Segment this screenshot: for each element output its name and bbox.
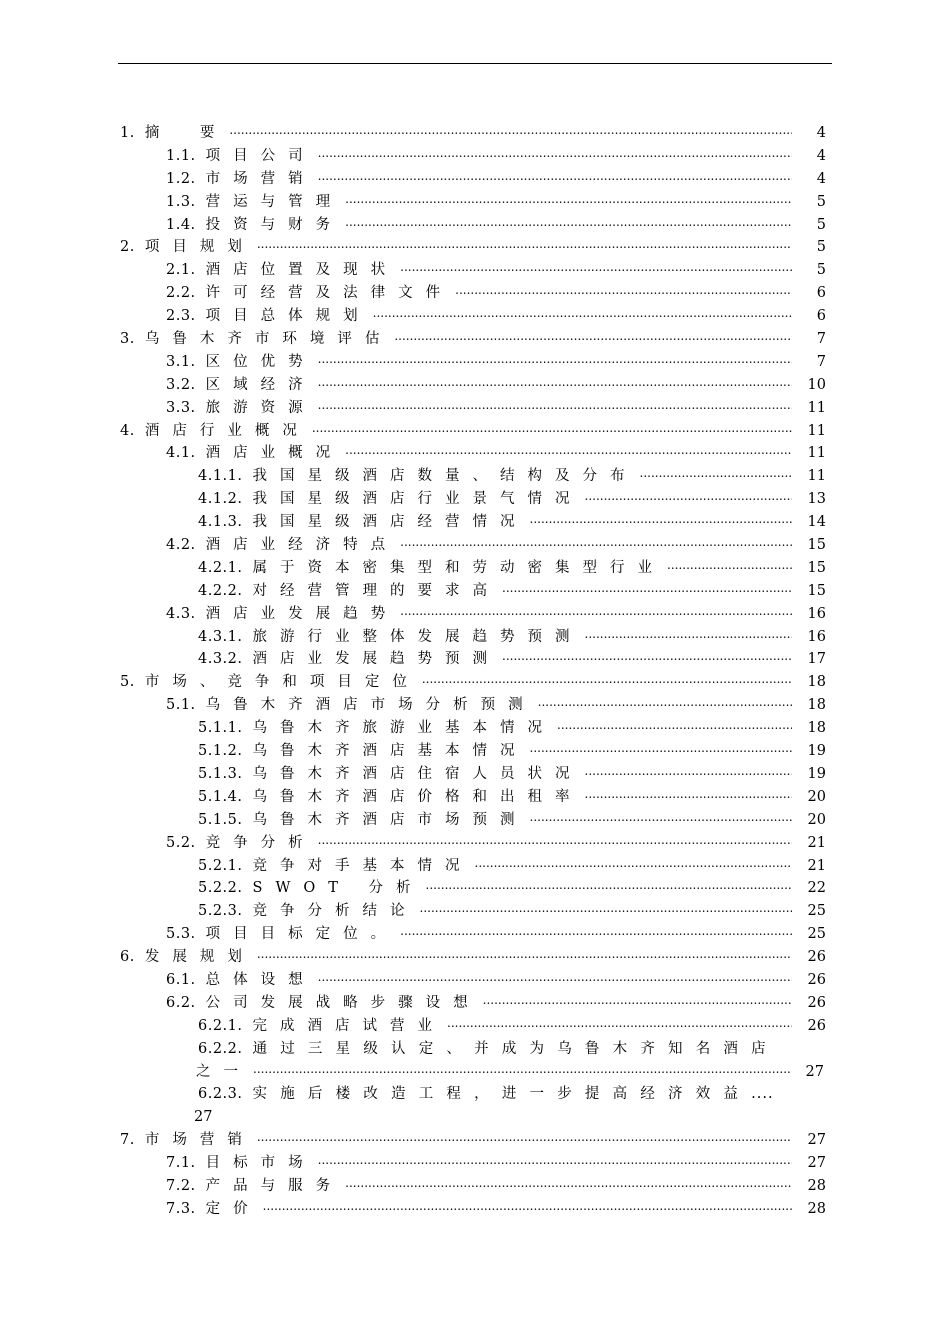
toc-leader-dots (420, 897, 792, 920)
toc-entry-page: 11 (807, 399, 826, 416)
toc-entry-title: 酒店行业概况 (144, 422, 310, 439)
toc-leader-dots (455, 279, 792, 302)
toc-entry-title: 区位优势 (205, 353, 316, 370)
toc-entry-page: 27 (807, 1155, 826, 1172)
toc-entry-number: 5.2.2. (198, 880, 243, 897)
toc-leader-dots (345, 211, 792, 234)
toc-leader-dots (400, 256, 792, 279)
toc-entry-title: 摘 要 (144, 125, 228, 141)
toc-entry-number: 4.2.1. (198, 559, 243, 576)
toc-leader-dots (585, 485, 792, 508)
toc-entry-page: 16 (807, 605, 826, 622)
toc-entry-title: 项目目标定位。 (205, 926, 399, 943)
toc-entry-page: 27 (807, 1132, 826, 1149)
toc-entry-title: 旅游资源 (205, 399, 316, 416)
toc-entry-number: 7. (120, 1132, 135, 1149)
toc-entry-number: 5.1.3. (198, 765, 243, 782)
toc-entry-number: 3. (120, 331, 135, 348)
toc-leader-dots (318, 394, 792, 417)
toc-leader-dots (253, 1058, 790, 1081)
toc-entry-number: 5. (120, 674, 135, 691)
toc-leader-dots (422, 668, 792, 691)
toc-entry-number: 1. (120, 125, 135, 141)
toc-leader-dots (400, 531, 792, 554)
toc-entry-page: 4 (816, 170, 826, 187)
toc-entry-title: 营运与管理 (205, 193, 344, 210)
toc-leader-dots (447, 1012, 792, 1035)
toc-leader-dots (530, 737, 792, 760)
toc-entry-page: 27 (805, 1063, 824, 1080)
toc-entry-page: 26 (807, 949, 826, 966)
toc-leader-dots (318, 142, 792, 165)
toc-entry-line (118, 1061, 824, 1084)
toc-entry-6-2-2[interactable] (120, 1038, 826, 1084)
toc-leader-dots (667, 554, 792, 577)
toc-entry-title: 市场营销 (144, 1132, 255, 1149)
toc-entry-page: 20 (807, 811, 826, 828)
toc-entry-title: 乌鲁木齐酒店市场分析预测 (205, 697, 536, 714)
toc-leader-dots (400, 600, 792, 623)
toc-entry-6-2-3[interactable] (120, 1083, 826, 1129)
toc-leader-dots (530, 508, 792, 531)
toc-entry-page: 26 (807, 994, 826, 1011)
toc-entry-title: 我国星级酒店数量、结构及分布 (252, 468, 638, 485)
toc-leader-dots (229, 119, 792, 142)
toc-entry-number: 4.1.2. (198, 491, 243, 508)
toc-entry-number: 5.2.1. (198, 857, 243, 874)
toc-entry-page: 26 (807, 971, 826, 988)
toc-entry-page: 5 (816, 262, 826, 279)
toc-entry-number: 1.1. (166, 147, 196, 164)
toc-entry-page: 7 (816, 353, 826, 370)
toc-entry-title: 乌鲁木齐酒店基本情况 (252, 743, 528, 760)
toc-leader-dots (257, 1126, 792, 1149)
toc-entry-title: 市场营销 (205, 170, 316, 187)
toc-entry-page: 6 (816, 308, 826, 325)
toc-entry-page: 16 (807, 628, 826, 645)
toc-leader-dots (373, 302, 792, 325)
toc-entry-title: 产品与服务 (205, 1178, 344, 1195)
toc-main-entries (120, 122, 826, 1038)
toc-entry-page: 21 (807, 857, 826, 874)
toc-entry-number: 6.2. (166, 994, 196, 1011)
toc-leader-dots (318, 165, 792, 188)
toc-entry-page: 11 (807, 445, 826, 462)
toc-entry-page: 19 (807, 743, 826, 760)
toc-entry-number: 2.1. (166, 262, 196, 279)
toc-entry-page: 7 (816, 331, 826, 348)
toc-entry-number: 7.2. (166, 1178, 196, 1195)
toc-entry-page: 27 (194, 1109, 213, 1126)
toc-entry-number: 2. (120, 239, 135, 256)
toc-entry-title: 我国星级酒店行业景气情况 (252, 491, 583, 508)
toc-entry-title: 对经营管理的要求高 (252, 582, 501, 599)
toc-entry-title: 项目规划 (144, 239, 255, 256)
toc-entry-title: SWOT 分析 (252, 880, 424, 897)
toc-entry-number: 6.2.3. (198, 1086, 243, 1103)
toc-tail-entries (120, 1129, 826, 1221)
toc-leader-dots (585, 783, 792, 806)
toc-entry-number: 7.1. (166, 1155, 196, 1172)
toc-entry-number: 6.2.1. (198, 1017, 243, 1034)
toc-entry-page: 18 (807, 697, 826, 714)
toc-leader-dots (263, 1195, 792, 1218)
toc-entry-title: 酒店位置及现状 (205, 262, 399, 279)
toc-entry-number: 2.3. (166, 308, 196, 325)
toc-entry-page: 25 (807, 926, 826, 943)
toc-entry-title: 竞争分析 (205, 834, 316, 851)
toc-entry-page: 14 (807, 514, 826, 531)
toc-entry-title: 项目公司 (205, 147, 316, 164)
toc-leader-dots (318, 829, 792, 852)
toc-entry-page: 10 (807, 376, 826, 393)
toc-entry-title: 区域经济 (205, 376, 316, 393)
toc-entry-page: 17 (807, 651, 826, 668)
toc-entry-page: 15 (807, 537, 826, 554)
toc-entry-title: 目标市场 (205, 1155, 316, 1172)
toc-entry-number: 4.1. (166, 445, 196, 462)
toc-entry-number: 6. (120, 949, 135, 966)
toc-entry[interactable] (120, 1198, 826, 1221)
toc-entry-title: 实施后楼改造工程，进一步提高经济效益 (252, 1086, 752, 1103)
toc-entry-title: 市场、竞争和项目定位 (144, 674, 420, 691)
toc-entry-page: 25 (807, 903, 826, 920)
toc-entry-title: 酒店业概况 (205, 445, 344, 462)
toc-entry-page: 13 (807, 491, 826, 508)
toc-entry-title: 酒店业经济特点 (205, 537, 399, 554)
toc-entry-title: 乌鲁木齐酒店市场预测 (252, 811, 528, 828)
toc-leader-dots (318, 966, 792, 989)
toc-leader-dots (257, 943, 792, 966)
toc-entry-page: 11 (807, 422, 826, 439)
toc-leader-dots (538, 691, 792, 714)
toc-entry-page: 4 (816, 125, 826, 141)
toc-entry-number: 5.1. (166, 697, 196, 714)
toc-leader-dots (318, 1149, 792, 1172)
toc-leader-dots (640, 462, 792, 485)
toc-entry-title: 完成酒店试营业 (252, 1017, 446, 1034)
toc-leader-dots (318, 348, 792, 371)
toc-entry-page: 18 (807, 720, 826, 737)
toc-entry-title: 许可经营及法律文件 (205, 285, 454, 302)
toc-entry-title: 我国星级酒店经营情况 (252, 514, 528, 531)
toc-entry-page: 4 (816, 147, 826, 164)
toc-entry-page: 5 (816, 239, 826, 256)
toc-entry-number: 7.3. (166, 1200, 196, 1217)
toc-entry-number: 4.3.1. (198, 628, 243, 645)
toc-entry-title: 投资与财务 (205, 216, 344, 233)
toc-entry-title: 定价 (205, 1200, 261, 1217)
toc-leader-dots (475, 852, 792, 875)
toc-entry-number: 4.2.2. (198, 582, 243, 599)
toc-entry-page: 19 (807, 765, 826, 782)
toc-leader-dots (426, 874, 792, 897)
toc-leader-dots (394, 325, 792, 348)
toc-leader-dots (530, 806, 792, 829)
toc-entry-title: 总体设想 (205, 971, 316, 988)
toc-entry-number: 4. (120, 422, 135, 439)
toc-leader-dots (257, 233, 792, 256)
toc-entry-title: 竞争对手基本情况 (252, 857, 473, 874)
toc-entry-number: 5.1.5. (198, 811, 243, 828)
toc-entry-page: 20 (807, 788, 826, 805)
toc-entry-number: 3.1. (166, 353, 196, 370)
toc-entry-title: 乌鲁木齐市环境评估 (144, 331, 393, 348)
toc-leader-dots (502, 577, 792, 600)
toc-entry-number: 6.2.2. (198, 1040, 243, 1057)
toc-leader-dots (585, 623, 792, 646)
toc-entry-title: 发展规划 (144, 949, 255, 966)
toc-entry-page: 26 (807, 1017, 826, 1034)
toc-entry-title: 公司发展战略步骤设想 (205, 994, 481, 1011)
toc-entry-title: 旅游行业整体发展趋势预测 (252, 628, 583, 645)
toc-entry-number: 3.2. (166, 376, 196, 393)
toc-entry-title: 乌鲁木齐酒店价格和出租率 (252, 788, 583, 805)
toc-entry-number: 5.1.1. (198, 720, 243, 737)
toc-entry-number: 5.2. (166, 834, 196, 851)
toc-entry-number: 5.3. (166, 926, 196, 943)
toc-leader-dots (502, 645, 792, 668)
toc-entry-page: 5 (816, 216, 826, 233)
toc-entry-page: 22 (807, 880, 826, 897)
toc-entry-number: 5.2.3. (198, 903, 243, 920)
toc-entry-title: 酒店业发展趋势预测 (252, 651, 501, 668)
toc-leader-dots (318, 371, 792, 394)
toc-entry-number: 4.1.3. (198, 514, 243, 531)
toc-entry-page: 11 (807, 468, 826, 485)
toc-leader-dots (400, 920, 792, 943)
toc-entry-page: 28 (807, 1178, 826, 1195)
toc-leader-dots (312, 417, 792, 440)
toc-entry-page: 5 (816, 193, 826, 210)
table-of-contents (120, 122, 826, 1221)
toc-entry-number: 4.3.2. (198, 651, 243, 668)
toc-entry-title: 属于资本密集型和劳动密集型行业 (252, 559, 666, 576)
toc-entry-number: 5.1.2. (198, 743, 243, 760)
toc-leader-dots (585, 760, 792, 783)
toc-leader-dots (345, 188, 792, 211)
toc-entry-title: 酒店业发展趋势 (205, 605, 399, 622)
toc-entry-page: 15 (807, 582, 826, 599)
toc-entry-number: 6.1. (166, 971, 196, 988)
toc-entry-page: 28 (807, 1200, 826, 1217)
toc-entry-number: 3.3. (166, 399, 196, 416)
toc-entry-number: 4.1.1. (198, 468, 243, 485)
toc-entry-number: 2.2. (166, 285, 196, 302)
toc-entry-page: 21 (807, 834, 826, 851)
toc-entry-number: 1.2. (166, 170, 196, 187)
toc-entry-title: 乌鲁木齐旅游业基本情况 (252, 720, 556, 737)
toc-entry-number: 4.3. (166, 605, 196, 622)
toc-entry-page: 6 (816, 285, 826, 302)
toc-ellipsis: .... (751, 1086, 774, 1103)
toc-leader-dots (345, 439, 792, 462)
header-rule (118, 63, 832, 64)
toc-entry-line (198, 1083, 826, 1106)
toc-entry-number: 1.4. (166, 216, 196, 233)
toc-entry-title: 竞争分析结论 (252, 903, 418, 920)
toc-leader-dots (483, 989, 792, 1012)
toc-leader-dots (345, 1172, 792, 1195)
toc-entry-number: 5.1.4. (198, 788, 243, 805)
toc-entry-title: 乌鲁木齐酒店住宿人员状况 (252, 765, 583, 782)
toc-leader-dots (557, 714, 792, 737)
toc-entry-title: 通过三星级认定、并成为乌鲁木齐知名酒店 (252, 1040, 779, 1057)
toc-entry-title-cont: 之一 (196, 1063, 251, 1080)
toc-entry-number: 4.2. (166, 537, 196, 554)
toc-entry-title: 项目总体规划 (205, 308, 371, 325)
toc-entry-page: 18 (807, 674, 826, 691)
toc-entry-number: 1.3. (166, 193, 196, 210)
toc-entry[interactable] (120, 1015, 826, 1038)
toc-entry-page: 15 (807, 559, 826, 576)
